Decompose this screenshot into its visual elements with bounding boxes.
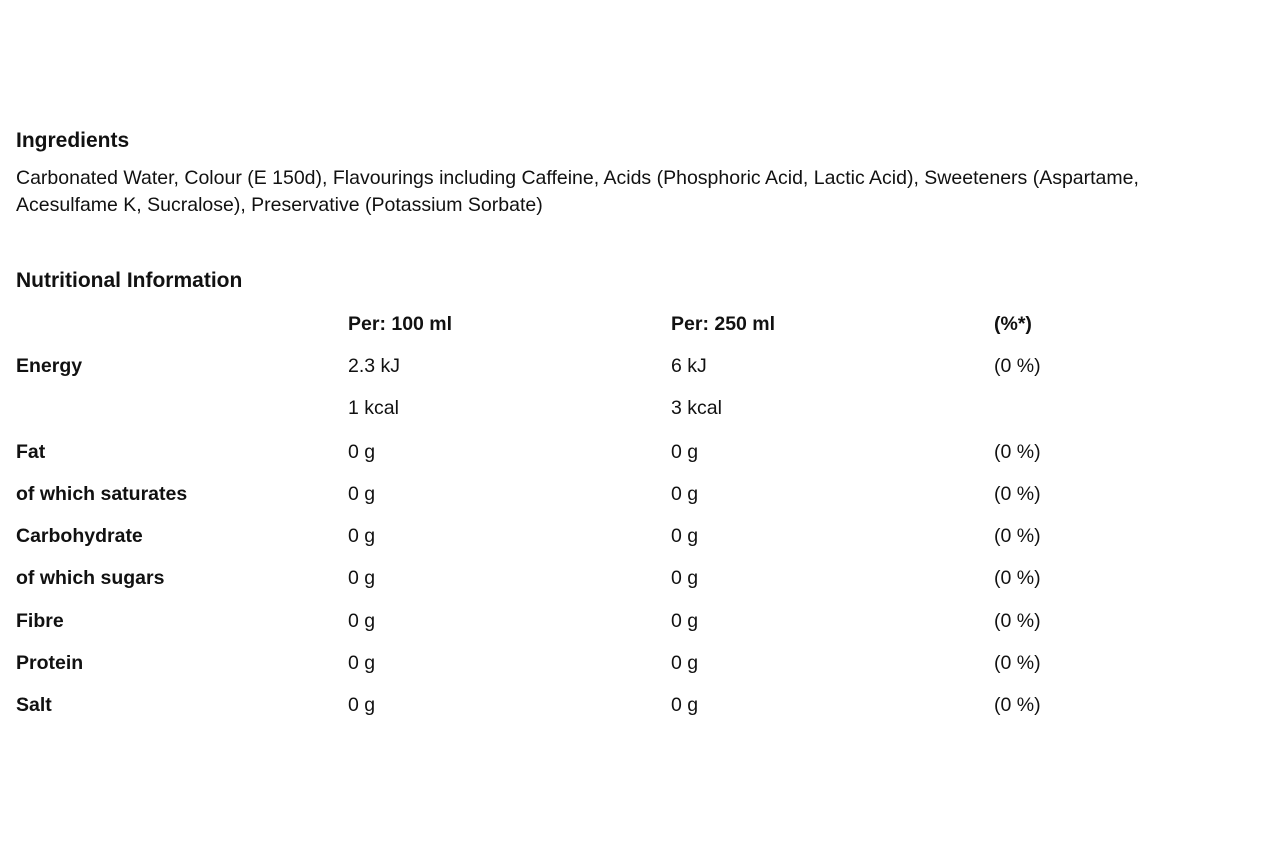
cell-salt-per-100: 0 g — [348, 694, 376, 716]
cell-energy-kj-per-250: 6 kJ — [671, 355, 707, 377]
cell-carbohydrate-per-250: 0 g — [671, 525, 699, 547]
cell-saturates-per-250: 0 g — [671, 483, 699, 505]
cell-saturates-percent: (0 %) — [994, 483, 1041, 505]
cell-sugars-percent: (0 %) — [994, 567, 1041, 589]
cell-salt-percent: (0 %) — [994, 694, 1041, 716]
cell-carbohydrate-per-100: 0 g — [348, 525, 376, 547]
cell-fibre-percent: (0 %) — [994, 610, 1041, 632]
cell-saturates-per-100: 0 g — [348, 483, 376, 505]
cell-protein-per-250: 0 g — [671, 652, 699, 674]
cell-salt-per-250: 0 g — [671, 694, 699, 716]
ingredients-text: Carbonated Water, Colour (E 150d), Flavourings including Caffeine, Acids (Phosphoric Acid, Lactic Acid), Sweeteners (Aspartame, Acesulfame K, Sucralose), Preservative (Potassium Sorbate) — [16, 167, 1139, 216]
cell-sugars-per-100: 0 g — [348, 567, 376, 589]
row-label-sugars: of which sugars — [16, 567, 165, 589]
row-label-carbohydrate: Carbohydrate — [16, 525, 143, 547]
column-header-per-100: Per: 100 ml — [348, 313, 453, 335]
cell-fibre-per-100: 0 g — [348, 610, 376, 632]
cell-energy-kcal-per-250: 3 kcal — [671, 397, 722, 419]
cell-fat-percent: (0 %) — [994, 441, 1041, 463]
ingredients-heading: Ingredients — [16, 129, 130, 152]
column-header-percent: (%*) — [994, 313, 1032, 335]
row-label-energy: Energy — [16, 355, 83, 377]
cell-protein-per-100: 0 g — [348, 652, 376, 674]
cell-protein-percent: (0 %) — [994, 652, 1041, 674]
cell-fat-per-100: 0 g — [348, 441, 376, 463]
nutrition-heading: Nutritional Information — [16, 269, 243, 292]
cell-carbohydrate-percent: (0 %) — [994, 525, 1041, 547]
column-header-per-250: Per: 250 ml — [671, 313, 776, 335]
row-label-protein: Protein — [16, 652, 84, 674]
row-label-salt: Salt — [16, 694, 52, 716]
row-label-saturates: of which saturates — [16, 483, 188, 505]
cell-fibre-per-250: 0 g — [671, 610, 699, 632]
row-label-fibre: Fibre — [16, 610, 64, 632]
cell-energy-kcal-per-100: 1 kcal — [348, 397, 399, 419]
cell-energy-percent: (0 %) — [994, 355, 1041, 377]
cell-energy-kj-per-100: 2.3 kJ — [348, 355, 401, 377]
cell-sugars-per-250: 0 g — [671, 567, 699, 589]
row-label-fat: Fat — [16, 441, 46, 463]
cell-fat-per-250: 0 g — [671, 441, 699, 463]
